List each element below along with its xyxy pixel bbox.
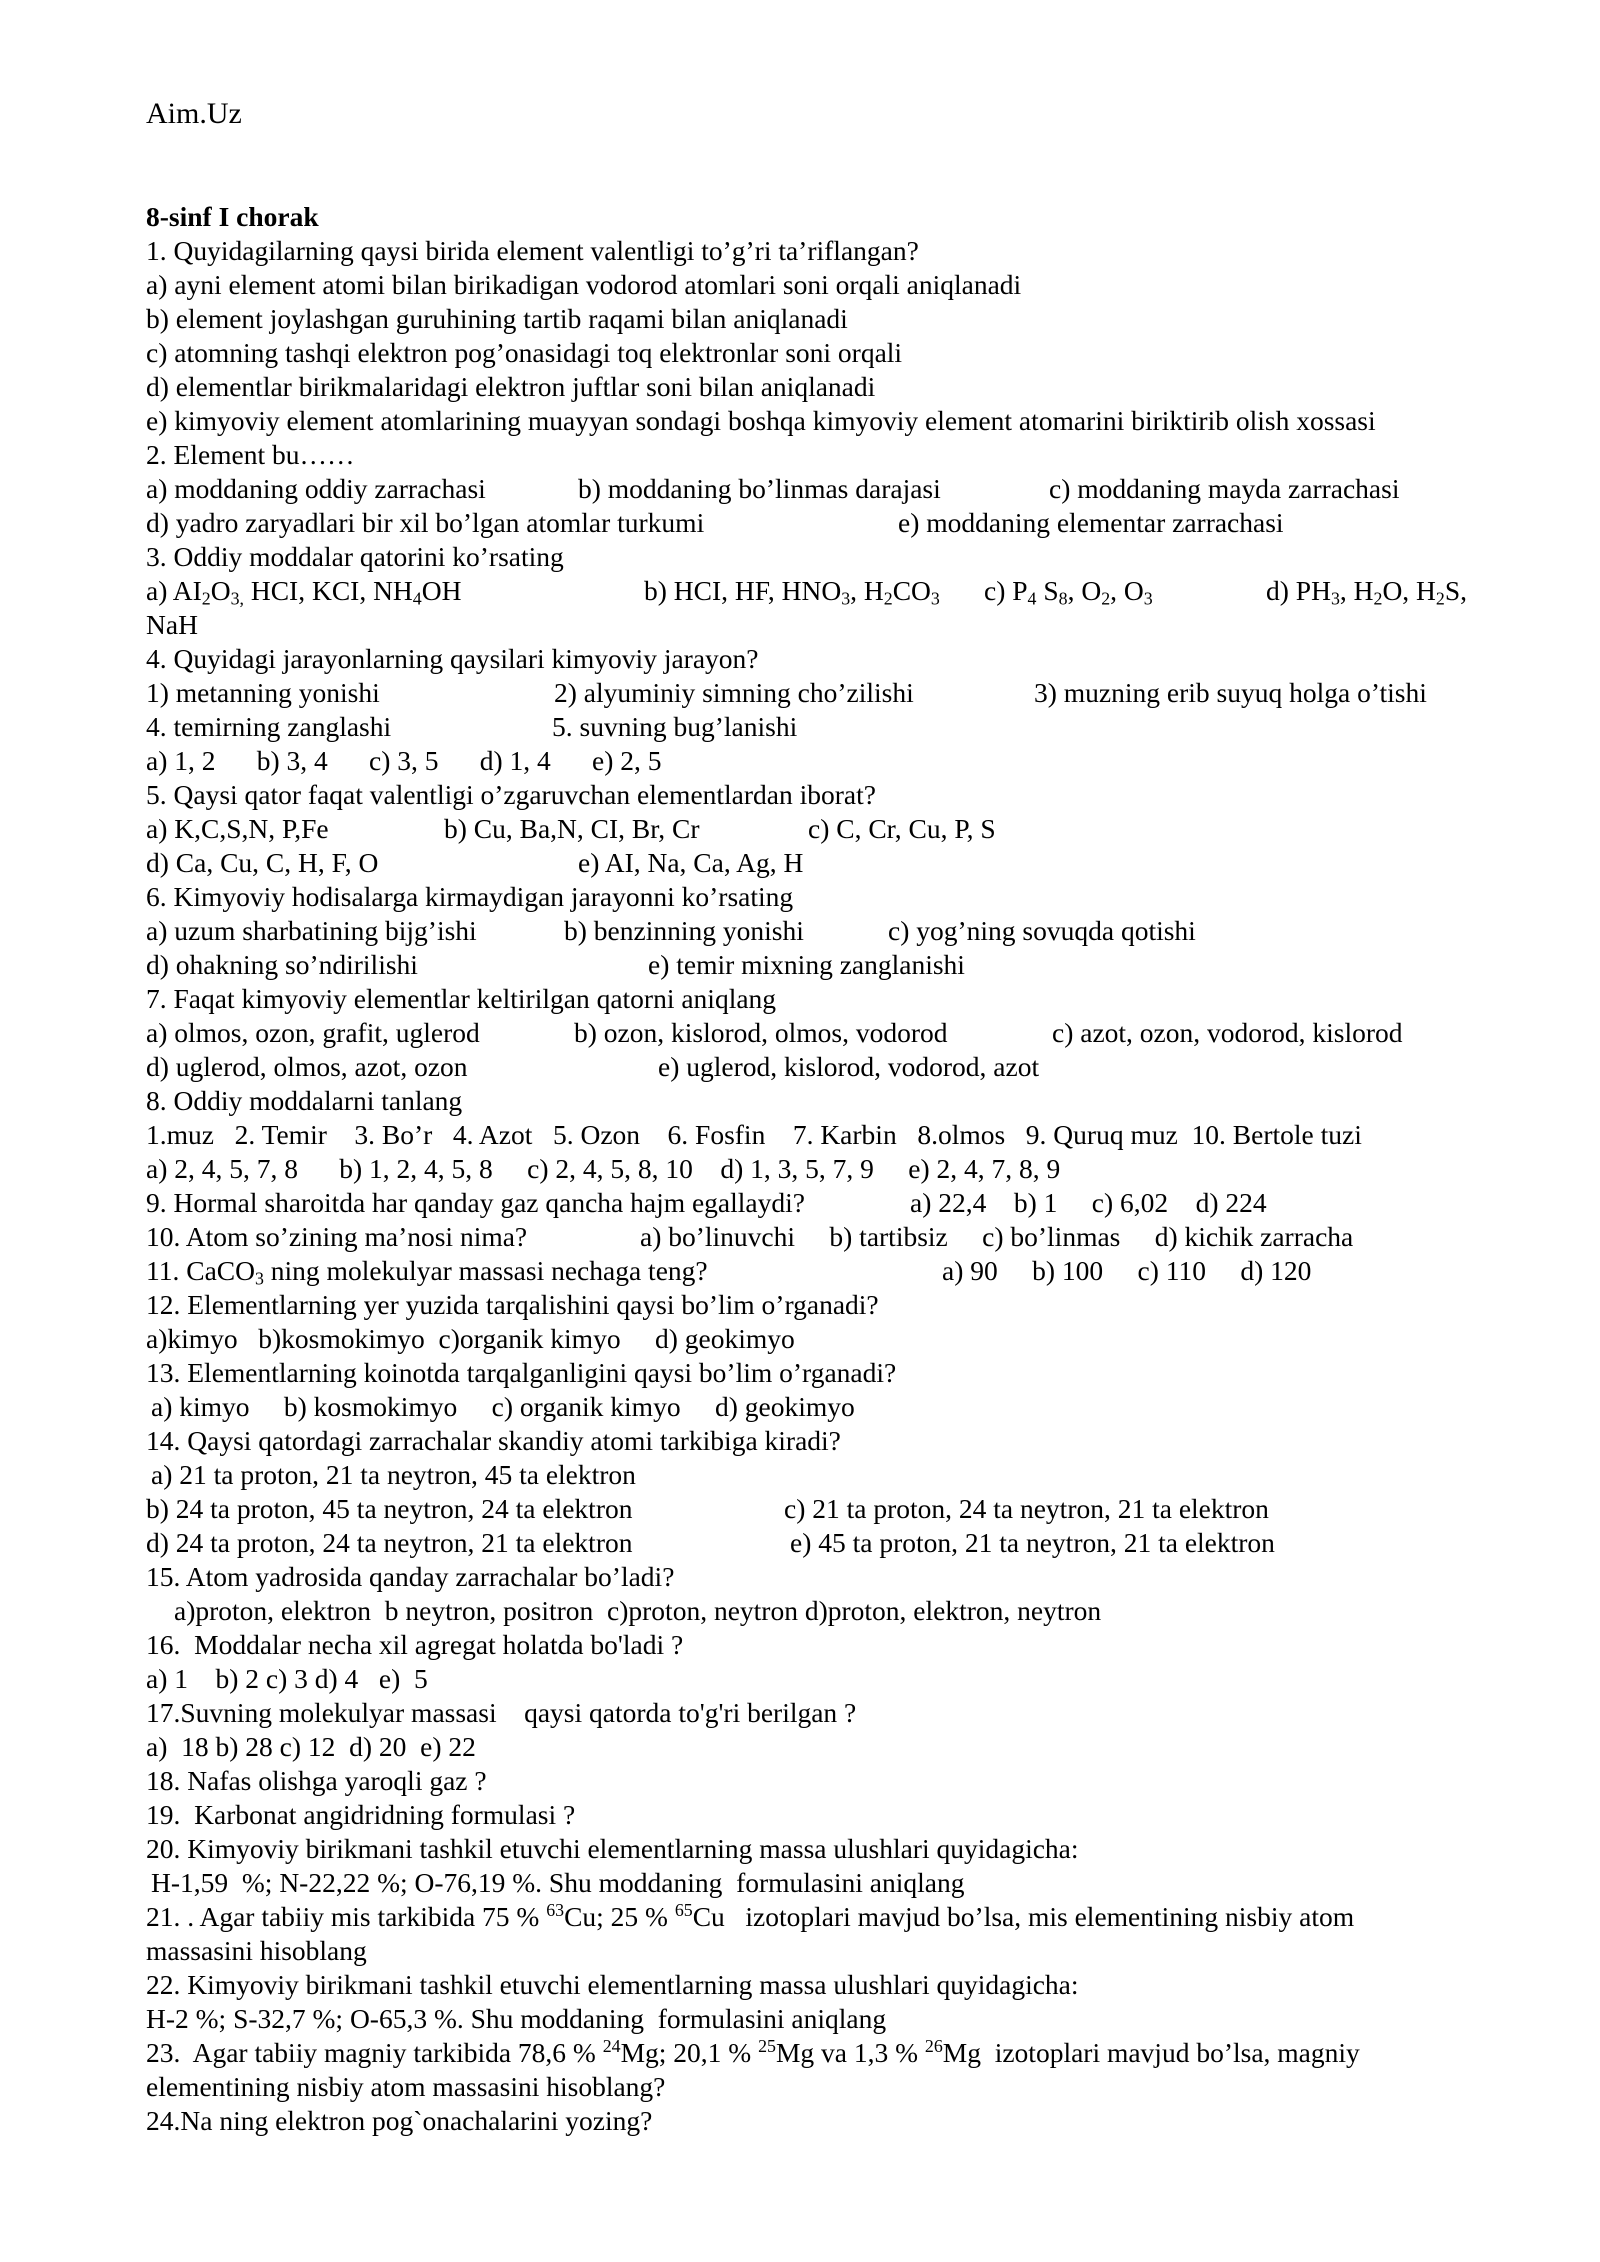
q5-option-d: d) Ca, Cu, C, H, F, O — [146, 847, 379, 878]
q2-option-e: e) moddaning elementar zarrachasi — [898, 507, 1284, 538]
question-23-continued: elementining nisbiy atom massasini hisoblang? — [146, 2071, 666, 2102]
question-10-row — [146, 1220, 1476, 1254]
question-8: 8. Oddiy moddalarni tanlang — [146, 1085, 463, 1116]
question-7: 7. Faqat kimyoviy elementlar keltirilgan qatorni aniqlang — [146, 983, 777, 1014]
q5-option-b: b) Cu, Ba,N, CI, Br, Cr — [444, 813, 700, 844]
q14-option-b: b) 24 ta proton, 45 ta neytron, 24 ta elektron — [146, 1493, 633, 1524]
question-18: 18. Nafas olishga yaroqli gaz ? — [146, 1765, 487, 1796]
q17-answers: a) 18 b) 28 c) 12 d) 20 e) 22 — [146, 1731, 476, 1762]
question-9: 9. Hormal sharoitda har qanday gaz qancha hajm egallaydi? — [146, 1187, 805, 1218]
q4-items-row-2 — [146, 710, 1476, 744]
question-19: 19. Karbonat angidridning formulasi ? — [146, 1799, 576, 1830]
q7-options-row-1 — [146, 1016, 1476, 1050]
question-21: 21. . Agar tabiiy mis tarkibida 75 % $^{63}$Cu; 25 % $^{65}$Cu izotoplari mavjud bo’lsa, mis elementining nisbiy atom — [146, 1900, 1355, 1932]
question-2: 2. Element bu…… — [146, 439, 355, 470]
q22-data: H-2 %; S-32,7 %; O-65,3 %. Shu moddaning formulasini aniqlang — [146, 2003, 887, 2034]
q5-options-row-1 — [146, 812, 1476, 846]
q3-option-d: d) $PH_3$, $H_2O$, $H_2S$, — [1266, 575, 1468, 609]
q2-option-b: b) moddaning bo’linmas darajasi — [578, 473, 941, 504]
q7-option-b: b) ozon, kislorod, olmos, vodorod — [574, 1017, 948, 1048]
q3-option-b: b) HCI, HF, $HNO_3$, $H_2CO_3$ — [644, 575, 940, 609]
question-21-continued: massasini hisoblang — [146, 1935, 367, 1966]
question-11: 11. CaCO$_3$ ning molekulyar massasi nechaga teng? — [146, 1255, 708, 1289]
q4-item-4: 4. temirning zanglashi — [146, 711, 392, 742]
q14-option-c: c) 21 ta proton, 24 ta neytron, 21 ta elektron — [784, 1493, 1269, 1524]
question-11-row — [146, 1254, 1476, 1288]
q3-option-d-continued: NaH — [146, 609, 198, 640]
q5-option-a: a) K,C,S,N, P,Fe — [146, 813, 329, 844]
q6-option-a: a) uzum sharbatining bijg’ishi — [146, 915, 477, 946]
q7-option-e: e) uglerod, kislorod, vodorod, azot — [658, 1051, 1040, 1082]
q2-options-row-2 — [146, 506, 1476, 540]
q16-answers: a) 1 b) 2 c) 3 d) 4 e) 5 — [146, 1663, 428, 1694]
q4-item-5: 5. suvning bug’lanishi — [552, 711, 798, 742]
q14-option-d: d) 24 ta proton, 24 ta neytron, 21 ta elektron — [146, 1527, 633, 1558]
q1-option-c: c) atomning tashqi elektron pog’onasidagi toq elektronlar soni orqali — [146, 337, 903, 368]
q6-option-c: c) yog’ning sovuqda qotishi — [888, 915, 1196, 946]
q2-option-a: a) moddaning oddiy zarrachasi — [146, 473, 486, 504]
question-24: 24.Na ning elektron pog`onachalarini yozing? — [146, 2105, 653, 2136]
q1-option-e: e) kimyoviy element atomlarining muayyan sondagi boshqa kimyoviy element atomarini biriktirib olish xossasi — [146, 405, 1376, 436]
q14-option-a: a) 21 ta proton, 21 ta neytron, 45 ta elektron — [151, 1459, 636, 1490]
question-12: 12. Elementlarning yer yuzida tarqalishini qaysi bo’lim o’rganadi? — [146, 1289, 879, 1320]
q3-option-a: a) $AI_2O_{3,}$ HCI, KCI, $NH_4OH$ — [146, 575, 462, 609]
question-13: 13. Elementlarning koinotda tarqalganligini qaysi bo’lim o’rganadi? — [146, 1357, 897, 1388]
q2-option-c: c) moddaning mayda zarrachasi — [1049, 473, 1400, 504]
q2-options-row-1 — [146, 472, 1476, 506]
q1-option-b: b) element joylashgan guruhining tartib raqami bilan aniqlanadi — [146, 303, 848, 334]
q6-option-e: e) temir mixning zanglanishi — [648, 949, 965, 980]
question-9-row — [146, 1186, 1476, 1220]
q5-options-row-2 — [146, 846, 1476, 880]
q6-option-b: b) benzinning yonishi — [564, 915, 804, 946]
q7-options-row-2 — [146, 1050, 1476, 1084]
q15-answers: a)proton, elektron b neytron, positron c)proton, neytron d)proton, elektron, neytron — [174, 1595, 1102, 1626]
question-4: 4. Quyidagi jarayonlarning qaysilari kimyoviy jarayon? — [146, 643, 759, 674]
q8-item-list: 1.muz 2. Temir 3. Bo’r 4. Azot 5. Ozon 6. Fosfin 7. Karbin 8.olmos 9. Quruq muz 10. Bertole tuzi — [146, 1119, 1362, 1150]
question-23: 23. Agar tabiiy magniy tarkibida 78,6 % $^{24}$Mg; 20,1 % $^{25}$Mg va 1,3 % $^{26}$Mg izotoplari mavjud bo’lsa, magniy — [146, 2036, 1360, 2068]
quiz-heading: 8-sinf I chorak — [146, 201, 319, 232]
q10-answers: a) bo’linuvchi b) tartibsiz c) bo’linmas d) kichik zarracha — [640, 1221, 1354, 1252]
q4-item-2: 2) alyuminiy simning cho’zilishi — [554, 677, 914, 708]
question-22: 22. Kimyoviy birikmani tashkil etuvchi elementlarning massa ulushlari quyidagicha: — [146, 1969, 1079, 2000]
question-1: 1. Quyidagilarning qaysi birida element valentligi to’g’ri ta’riflangan? — [146, 235, 919, 266]
question-14: 14. Qaysi qatordagi zarrachalar skandiy atomi tarkibiga kiradi? — [146, 1425, 841, 1456]
q14-option-e: e) 45 ta proton, 21 ta neytron, 21 ta elektron — [790, 1527, 1275, 1558]
q4-item-1: 1) metanning yonishi — [146, 677, 380, 708]
q3-options-row — [146, 574, 1476, 608]
q9-answers: a) 22,4 b) 1 c) 6,02 d) 224 — [910, 1187, 1267, 1218]
site-name: Aim.Uz — [146, 97, 242, 130]
question-17: 17.Suvning molekulyar massasi qaysi qatorda to'g'ri berilgan ? — [146, 1697, 857, 1728]
q6-options-row-2 — [146, 948, 1476, 982]
question-3: 3. Oddiy moddalar qatorini ko’rsating — [146, 541, 564, 572]
q4-items-row-1 — [146, 676, 1476, 710]
q12-answers: a)kimyo b)kosmokimyo c)organik kimyo d) geokimyo — [146, 1323, 795, 1354]
q3-option-c: c) $P_4$ $S_8$, $O_2$, $O_3$ — [984, 575, 1153, 609]
q6-options-row-1 — [146, 914, 1476, 948]
q4-item-3: 3) muzning erib suyuq holga o’tishi — [1034, 677, 1427, 708]
question-10: 10. Atom so’zining ma’nosi nima? — [146, 1221, 528, 1252]
q13-answers: a) kimyo b) kosmokimyo c) organik kimyo d) geokimyo — [151, 1391, 855, 1422]
question-16: 16. Moddalar necha xil agregat holatda bo'ladi ? — [146, 1629, 684, 1660]
q7-option-c: c) azot, ozon, vodorod, kislorod — [1052, 1017, 1403, 1048]
quiz-document — [146, 200, 1476, 2138]
q6-option-d: d) ohakning so’ndirilishi — [146, 949, 418, 980]
q4-answers: a) 1, 2 b) 3, 4 c) 3, 5 d) 1, 4 e) 2, 5 — [146, 745, 662, 776]
q1-option-d: d) elementlar birikmalaridagi elektron juftlar soni bilan aniqlanadi — [146, 371, 876, 402]
q20-data: H-1,59 %; N-22,22 %; O-76,19 %. Shu moddaning formulasini aniqlang — [151, 1867, 965, 1898]
q2-option-d: d) yadro zaryadlari bir xil bo’lgan atomlar turkumi — [146, 507, 705, 538]
q8-answers: a) 2, 4, 5, 7, 8 b) 1, 2, 4, 5, 8 c) 2, 4, 5, 8, 10 d) 1, 3, 5, 7, 9 e) 2, 4, 7, 8, 9 — [146, 1153, 1061, 1184]
question-15: 15. Atom yadrosida qanday zarrachalar bo’ladi? — [146, 1561, 675, 1592]
q14-options-row-2 — [146, 1526, 1476, 1560]
question-6: 6. Kimyoviy hodisalarga kirmaydigan jarayonni ko’rsating — [146, 881, 794, 912]
q5-option-c: c) C, Cr, Cu, P, S — [808, 813, 996, 844]
q14-options-row-1 — [146, 1492, 1476, 1526]
q11-answers: a) 90 b) 100 c) 110 d) 120 — [942, 1255, 1312, 1286]
q5-option-e: e) AI, Na, Ca, Ag, H — [578, 847, 804, 878]
question-20: 20. Kimyoviy birikmani tashkil etuvchi elementlarning massa ulushlari quyidagicha: — [146, 1833, 1079, 1864]
question-5: 5. Qaysi qator faqat valentligi o’zgaruvchan elementlardan iborat? — [146, 779, 876, 810]
q7-option-a: a) olmos, ozon, grafit, uglerod — [146, 1017, 480, 1048]
q1-option-a: a) ayni element atomi bilan birikadigan vodorod atomlari soni orqali aniqlanadi — [146, 269, 1022, 300]
q7-option-d: d) uglerod, olmos, azot, ozon — [146, 1051, 468, 1082]
